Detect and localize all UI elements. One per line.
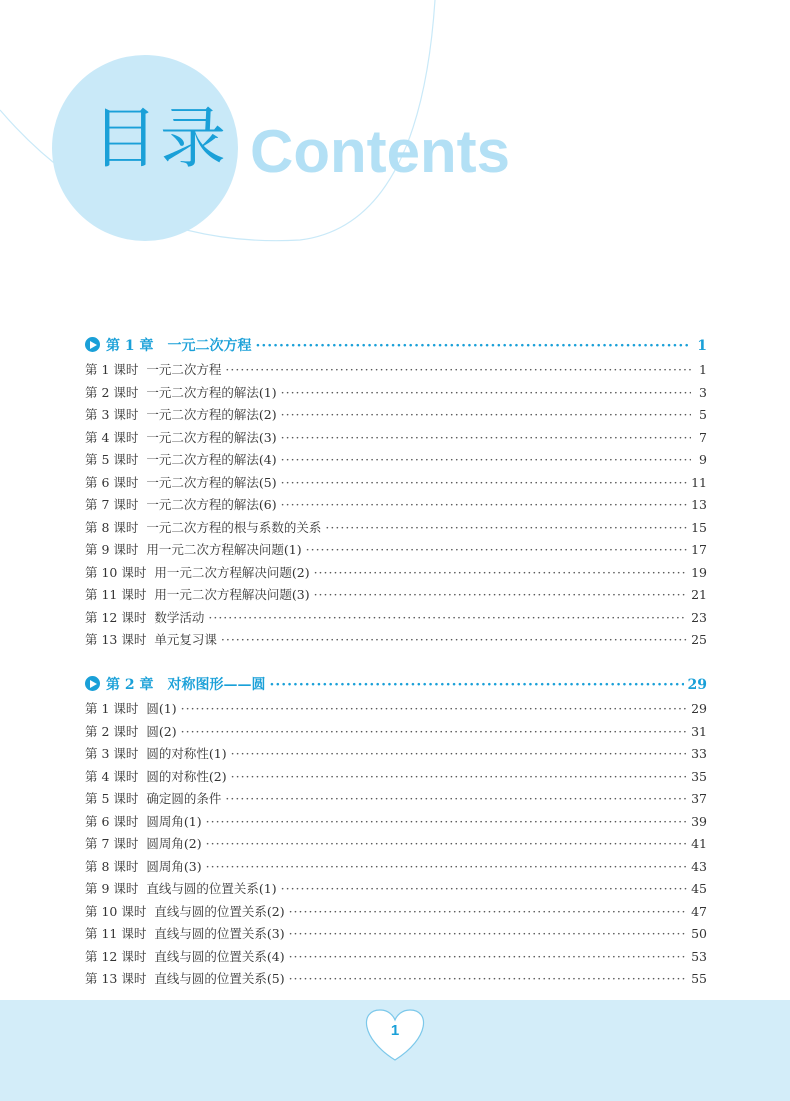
lesson-number: 第 10 课时 xyxy=(85,564,147,580)
leader-dots xyxy=(270,672,684,698)
toc-lesson-row[interactable] xyxy=(85,721,707,744)
toc-lesson-row[interactable] xyxy=(85,946,707,969)
toc-lesson-row[interactable] xyxy=(85,698,707,721)
leader-dots xyxy=(289,968,688,991)
lesson-title: 直线与圆的位置关系(4) xyxy=(154,948,285,964)
toc-lesson-row[interactable] xyxy=(85,923,707,946)
toc-lesson-row[interactable] xyxy=(85,766,707,789)
page-ref: 1 xyxy=(699,362,707,377)
leader-dots xyxy=(306,539,687,562)
lesson-number: 第 5 课时 xyxy=(85,452,139,467)
toc-lesson-row[interactable] xyxy=(85,833,707,856)
toc-lesson-row[interactable] xyxy=(85,968,707,991)
leader-dots xyxy=(314,562,688,585)
lesson-number: 第 12 课时 xyxy=(85,609,147,625)
page-ref: 53 xyxy=(691,948,707,964)
toc-lesson-row[interactable] xyxy=(85,788,707,811)
page-ref: 55 xyxy=(691,971,707,986)
page-ref: 3 xyxy=(699,384,707,400)
lesson-number: 第 4 课时 xyxy=(85,768,139,784)
toc-chapter-heading[interactable] xyxy=(85,333,707,359)
leader-dots xyxy=(281,449,691,472)
lesson-title: 用一元二次方程解决问题(2) xyxy=(154,564,310,580)
toc-lesson-row[interactable] xyxy=(85,427,707,450)
leader-dots xyxy=(225,788,687,811)
lesson-title: 单元复习课 xyxy=(154,632,217,647)
toc-lesson-row[interactable] xyxy=(85,472,707,495)
chapter-number: 第 1 章 xyxy=(106,338,154,354)
toc-chapter-1 xyxy=(85,333,707,652)
toc-lesson-row[interactable] xyxy=(85,517,707,540)
lesson-title: 圆周角(1) xyxy=(146,813,202,829)
chapter-title: 对称图形——圆 xyxy=(167,677,266,693)
leader-dots xyxy=(221,629,687,652)
lesson-title: 圆(2) xyxy=(146,723,177,739)
lesson-title: 直线与圆的位置关系(1) xyxy=(146,881,277,896)
lesson-title: 圆的对称性(2) xyxy=(146,768,227,784)
leader-dots xyxy=(181,721,687,744)
page-ref: 9 xyxy=(699,452,707,467)
lesson-number: 第 4 课时 xyxy=(85,429,139,445)
page-ref: 45 xyxy=(691,881,707,896)
leader-dots xyxy=(281,404,691,427)
toc-lesson-row[interactable] xyxy=(85,562,707,585)
lesson-number: 第 3 课时 xyxy=(85,407,139,422)
lesson-number: 第 1 课时 xyxy=(85,362,139,377)
footer-band xyxy=(0,1000,790,1101)
toc-lesson-row[interactable] xyxy=(85,404,707,427)
page-title-cn: 目录 xyxy=(92,100,228,177)
lesson-number: 第 6 课时 xyxy=(85,474,139,490)
lesson-number: 第 2 课时 xyxy=(85,723,139,739)
toc-lesson-row[interactable] xyxy=(85,449,707,472)
lesson-number: 第 13 课时 xyxy=(85,632,147,647)
page-ref: 17 xyxy=(691,542,707,557)
leader-dots xyxy=(208,607,687,630)
lesson-title: 直线与圆的位置关系(3) xyxy=(154,926,285,941)
leader-dots xyxy=(181,698,687,721)
lesson-title: 直线与圆的位置关系(5) xyxy=(154,971,285,986)
leader-dots xyxy=(325,517,687,540)
lesson-number: 第 8 课时 xyxy=(85,519,139,535)
leader-dots xyxy=(281,878,687,901)
lesson-title: 圆周角(2) xyxy=(146,836,202,851)
leader-dots xyxy=(206,811,687,834)
toc-lesson-row[interactable] xyxy=(85,878,707,901)
page-ref: 1 xyxy=(697,338,707,354)
page-ref: 37 xyxy=(691,791,707,806)
lesson-title: 圆周角(3) xyxy=(146,858,202,874)
leader-dots xyxy=(231,743,687,766)
lesson-title: 圆的对称性(1) xyxy=(146,746,227,761)
lesson-title: 一元二次方程的解法(6) xyxy=(146,497,277,512)
lesson-number: 第 9 课时 xyxy=(85,542,139,557)
lesson-number: 第 12 课时 xyxy=(85,948,147,964)
chapter-title: 一元二次方程 xyxy=(167,338,252,354)
leader-dots xyxy=(289,923,688,946)
page-ref: 23 xyxy=(691,609,707,625)
toc-lesson-row[interactable] xyxy=(85,811,707,834)
page-ref: 50 xyxy=(691,926,707,941)
lesson-title: 数学活动 xyxy=(154,609,205,625)
toc-chapter-2 xyxy=(85,672,707,991)
page-ref: 25 xyxy=(691,632,707,647)
play-icon xyxy=(85,676,100,691)
lesson-number: 第 9 课时 xyxy=(85,881,139,896)
lesson-number: 第 8 课时 xyxy=(85,858,139,874)
lesson-title: 圆(1) xyxy=(146,701,177,716)
leader-dots xyxy=(281,427,691,450)
page-ref: 19 xyxy=(691,564,707,580)
lesson-number: 第 11 课时 xyxy=(85,926,147,941)
leader-dots xyxy=(281,494,687,517)
toc-lesson-row[interactable] xyxy=(85,584,707,607)
leader-dots xyxy=(314,584,688,607)
leader-dots xyxy=(231,766,687,789)
toc-lesson-row[interactable] xyxy=(85,359,707,382)
page-ref: 43 xyxy=(691,858,707,874)
leader-dots xyxy=(289,901,688,924)
leader-dots xyxy=(281,382,691,405)
page-ref: 41 xyxy=(691,836,707,851)
page-ref: 5 xyxy=(699,407,707,422)
toc-lesson-row[interactable] xyxy=(85,901,707,924)
toc-lesson-row[interactable] xyxy=(85,494,707,517)
toc-lesson-row[interactable] xyxy=(85,856,707,879)
lesson-number: 第 11 课时 xyxy=(85,587,147,602)
leader-dots xyxy=(289,946,688,969)
lesson-title: 一元二次方程的解法(4) xyxy=(146,452,277,467)
page-ref: 39 xyxy=(691,813,707,829)
lesson-number: 第 7 课时 xyxy=(85,836,139,851)
leader-dots xyxy=(256,333,692,359)
toc-lesson-row[interactable] xyxy=(85,382,707,405)
page-ref: 11 xyxy=(691,474,707,490)
page-ref: 47 xyxy=(691,903,707,919)
page-title-en: Contents xyxy=(250,118,510,185)
lesson-title: 直线与圆的位置关系(2) xyxy=(154,903,285,919)
page-ref: 21 xyxy=(691,587,707,602)
lesson-title: 一元二次方程的解法(2) xyxy=(146,407,277,422)
lesson-title: 用一元二次方程解决问题(3) xyxy=(154,587,310,602)
page-ref: 33 xyxy=(691,746,707,761)
lesson-title: 一元二次方程的解法(5) xyxy=(146,474,277,490)
lesson-number: 第 3 课时 xyxy=(85,746,139,761)
toc-chapter-heading[interactable] xyxy=(85,672,707,698)
page-number: 1 xyxy=(390,1022,400,1039)
leader-dots xyxy=(206,856,687,879)
leader-dots xyxy=(206,833,687,856)
lesson-title: 用一元二次方程解决问题(1) xyxy=(146,542,302,557)
page-ref: 35 xyxy=(691,768,707,784)
toc-lesson-row[interactable] xyxy=(85,629,707,652)
page-ref: 29 xyxy=(691,701,707,716)
lesson-number: 第 6 课时 xyxy=(85,813,139,829)
page-ref: 29 xyxy=(687,677,707,693)
lesson-number: 第 2 课时 xyxy=(85,384,139,400)
leader-dots xyxy=(281,472,687,495)
play-icon xyxy=(85,337,100,352)
lesson-title: 一元二次方程的解法(3) xyxy=(146,429,277,445)
page-ref: 31 xyxy=(691,723,707,739)
lesson-number: 第 5 课时 xyxy=(85,791,139,806)
lesson-number: 第 7 课时 xyxy=(85,497,139,512)
lesson-title: 一元二次方程 xyxy=(146,362,222,377)
toc-lesson-row[interactable] xyxy=(85,607,707,630)
toc-lesson-row[interactable] xyxy=(85,539,707,562)
toc-lesson-row[interactable] xyxy=(85,743,707,766)
lesson-number: 第 10 课时 xyxy=(85,903,147,919)
page-ref: 7 xyxy=(699,429,707,445)
leader-dots xyxy=(225,359,691,382)
lesson-title: 确定圆的条件 xyxy=(146,791,222,806)
lesson-title: 一元二次方程的根与系数的关系 xyxy=(146,519,322,535)
chapter-number: 第 2 章 xyxy=(106,677,154,693)
lesson-title: 一元二次方程的解法(1) xyxy=(146,384,277,400)
page-ref: 13 xyxy=(691,497,707,512)
lesson-number: 第 1 课时 xyxy=(85,701,139,716)
page-ref: 15 xyxy=(691,519,707,535)
lesson-number: 第 13 课时 xyxy=(85,971,147,986)
